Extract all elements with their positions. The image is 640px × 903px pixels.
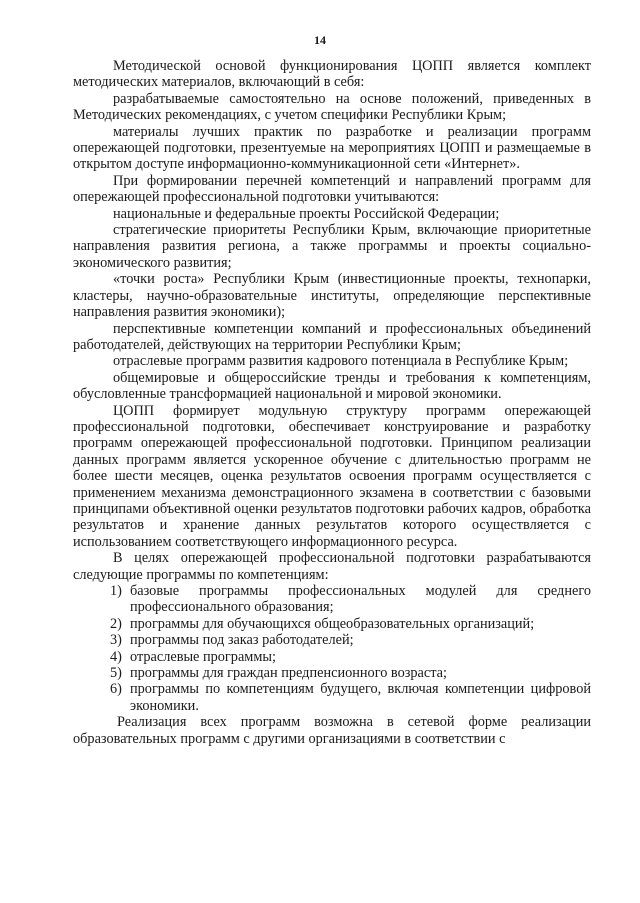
paragraph: материалы лучших практик по разработке и реализации программ опережающей подготовки, презентуемые на мероприятиях ЦОПП и размещаемые в открытом доступе информационно-коммуникационной сети «Интернет».: [73, 123, 591, 173]
document-body: [73, 58, 591, 747]
paragraph: отраслевые программ развития кадрового потенциала в Республике Крым;: [113, 353, 569, 370]
list-item-text: базовые программы профессиональных модулей для среднего профессионального образования;: [130, 583, 591, 616]
paragraph: ЦОПП формирует модульную структуру программ опережающей профессиональной подготовки, обеспечивает конструирование и разработку программ опережающей профессиональной подготовки. Принципом реализации данных программ является ускоренное обучение с длительностью программ не более шести месяцев, оценка результатов освоения программ осуществляется с применением механизма демонстрационного экзамена в соответствии с базовыми принципами объективной оценки результатов подготовки рабочих кадров, обработка результатов и хранение данных результатов которого осуществляется с использованием соответствующего информационного ресурса.: [73, 402, 591, 550]
list-item: [73, 649, 591, 665]
list-item: [73, 681, 591, 714]
paragraph: Методической основой функционирования ЦОПП является комплект методических материалов, включающий в себя:: [73, 58, 591, 91]
list-item-number: 5): [110, 665, 122, 682]
paragraph: общемировые и общероссийские тренды и требования к компетенциям, обусловленные трансформацией национальной и мировой экономики.: [73, 369, 591, 403]
list-item: [73, 583, 591, 616]
list-item-number: 2): [110, 615, 122, 632]
list-item-number: 1): [110, 583, 122, 599]
list-item: [73, 665, 591, 681]
list-item-text: отраслевые программы;: [130, 648, 276, 665]
list-item-text: программы под заказ работодателей;: [130, 632, 354, 649]
program-list: [73, 583, 591, 714]
paragraph: Реализация всех программ возможна в сетевой форме реализации образовательных программ с другими организациями в соответствии с: [73, 714, 591, 747]
list-item: [73, 616, 591, 632]
closing-paragraphs: [73, 714, 591, 747]
list-item-text: программы для граждан предпенсионного возраста;: [130, 665, 447, 682]
paragraph: перспективные компетенции компаний и профессиональных объединений работодателей, действующих на территории Республики Крым;: [73, 320, 591, 353]
paragraph: разрабатываемые самостоятельно на основе положений, приведенных в Методических рекомендациях, с учетом специфики Республики Крым;: [73, 90, 591, 124]
page-number: 14: [314, 33, 326, 47]
list-item-text: программы для обучающихся общеобразовательных организаций;: [130, 615, 535, 632]
body-paragraphs: [73, 58, 591, 583]
list-item-number: 3): [110, 632, 122, 649]
list-item-number: 6): [110, 681, 122, 698]
list-item: [73, 632, 591, 648]
list-item-text: программы по компетенциям будущего, включая компетенции цифровой экономики.: [130, 681, 591, 714]
paragraph: стратегические приоритеты Республики Крым, включающие приоритетные направления развития региона, а также программы и проекты социально-экономического развития;: [73, 222, 591, 271]
list-item-number: 4): [110, 648, 122, 665]
paragraph: В целях опережающей профессиональной подготовки разрабатываются следующие программы по компетенциям:: [73, 550, 591, 583]
paragraph: «точки роста» Республики Крым (инвестиционные проекты, технопарки, кластеры, научно-образовательные институты, определяющие перспективные направления развития экономики);: [73, 271, 591, 321]
paragraph: При формировании перечней компетенций и направлений программ для опережающей профессиональной подготовки учитываются:: [73, 172, 591, 206]
paragraph: национальные и федеральные проекты Российской Федерации;: [113, 205, 500, 222]
